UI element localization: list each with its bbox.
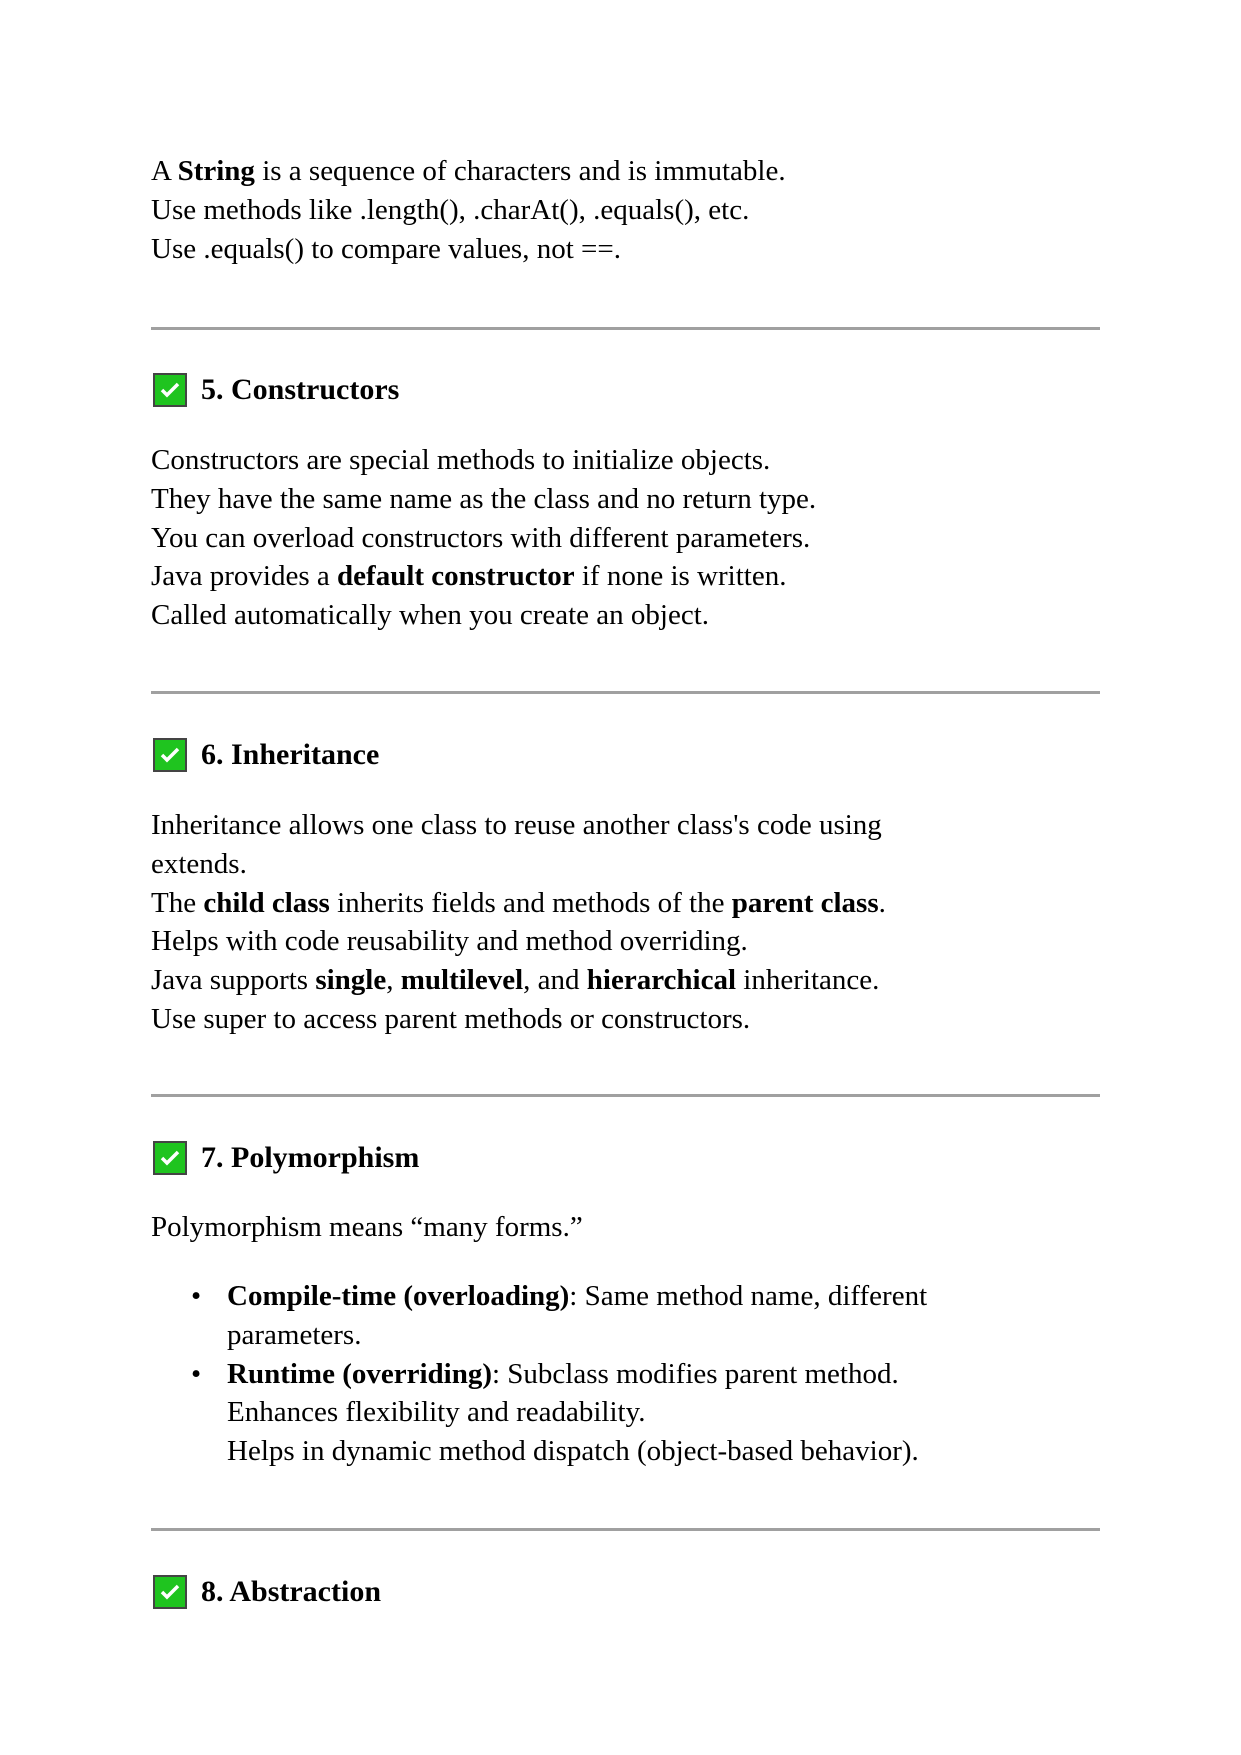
heading-text: 5. Constructors (201, 373, 400, 406)
text-line: Inheritance allows one class to reuse another class's code using (151, 809, 882, 841)
list-item (151, 1355, 1111, 1471)
text-line: extends. (151, 847, 247, 880)
constructors-paragraph (151, 441, 1111, 635)
text: The (151, 886, 204, 919)
text: if none is written. (574, 560, 787, 593)
list-item (151, 1277, 1111, 1355)
text: A (151, 155, 178, 187)
bold-text: default constructor (337, 560, 575, 593)
check-mark-icon (153, 373, 187, 407)
inheritance-paragraph (151, 806, 1111, 1039)
section-heading-abstraction (153, 1572, 381, 1612)
bullet-icon: • (191, 1280, 202, 1312)
text-line: Helps in dynamic method dispatch (object-based behavior). (227, 1435, 919, 1468)
text: . (878, 886, 886, 919)
bold-text: Compile-time (overloading) (227, 1280, 570, 1312)
text-line: Helps with code reusability and method overriding. (151, 925, 748, 958)
text-line: Called automatically when you create an object. (151, 599, 710, 632)
check-mark-icon (153, 1575, 187, 1609)
polymorphism-list (151, 1277, 1111, 1471)
bold-text: String (177, 155, 255, 187)
divider (151, 1094, 1100, 1097)
text: Java supports (151, 964, 316, 997)
bold-text: child class (203, 886, 330, 919)
text-line: parameters. (227, 1318, 362, 1351)
text: : Subclass modifies parent method. (492, 1357, 899, 1390)
text-line: They have the same name as the class and no return type. (151, 482, 817, 515)
heading-text: 7. Polymorphism (201, 1141, 420, 1174)
bold-text: Runtime (overriding) (227, 1357, 492, 1390)
text: inheritance. (736, 964, 880, 997)
section-heading-constructors (153, 370, 399, 410)
heading-text: 8. Abstraction (201, 1575, 381, 1608)
divider (151, 1528, 1100, 1531)
text: Java provides a (151, 560, 338, 593)
bold-text: parent class (731, 886, 879, 919)
text: , and (523, 964, 587, 997)
polymorphism-intro (151, 1208, 1111, 1247)
text: : Same method name, different (569, 1280, 928, 1312)
text: is a sequence of characters and is immutable. (254, 155, 786, 187)
bold-text: hierarchical (586, 964, 737, 997)
text: , (386, 964, 401, 997)
text-line: Constructors are special methods to initialize objects. (151, 444, 771, 476)
text: inherits fields and methods of the (329, 886, 732, 919)
check-mark-icon (153, 738, 187, 772)
intro-paragraph (151, 152, 1111, 268)
section-heading-inheritance (153, 735, 379, 775)
text-line: Enhances flexibility and readability. (227, 1396, 646, 1429)
divider (151, 327, 1100, 330)
text-line: Use .equals() to compare values, not ==. (151, 232, 621, 265)
bold-text: multilevel (400, 964, 524, 997)
heading-text: 6. Inheritance (201, 738, 380, 771)
bold-text: single (315, 964, 387, 997)
text-line: Use methods like .length(), .charAt(), .equals(), etc. (151, 193, 750, 226)
check-mark-icon (153, 1141, 187, 1175)
divider (151, 691, 1100, 694)
bullet-icon: • (191, 1357, 202, 1390)
text-line: Polymorphism means “many forms.” (151, 1211, 583, 1243)
text-line: Use super to access parent methods or constructors. (151, 1002, 751, 1035)
text-line: You can overload constructors with different parameters. (151, 521, 811, 554)
section-heading-polymorphism (153, 1138, 419, 1178)
